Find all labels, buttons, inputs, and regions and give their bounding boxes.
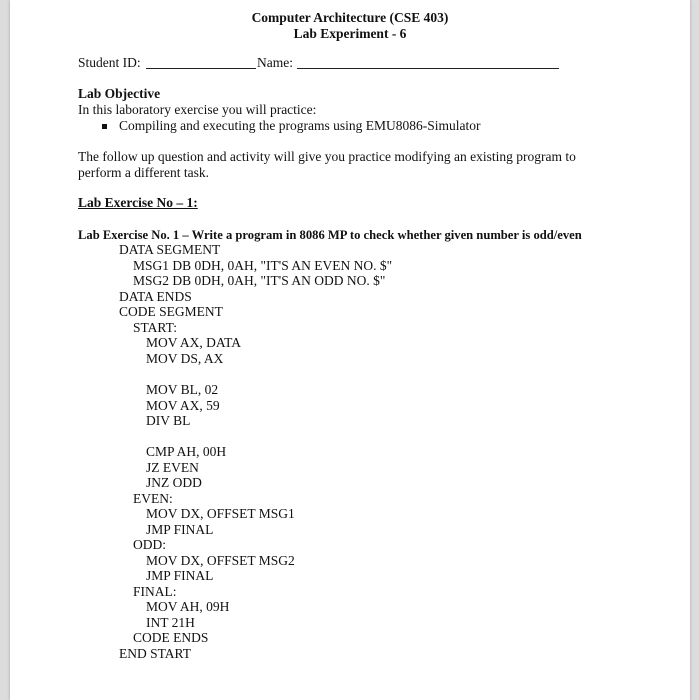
exercise-task-text: – Write a program in 8086 MP to check whether given number is odd/even	[179, 228, 582, 242]
exercise-heading: Lab Exercise No – 1:	[78, 195, 198, 210]
code-line: MOV DX, OFFSET MSG1	[146, 506, 295, 521]
code-line: START:	[133, 320, 177, 335]
code-line: EVEN:	[133, 491, 173, 506]
code-line: JNZ ODD	[146, 475, 202, 490]
code-line: MOV AH, 09H	[146, 599, 230, 614]
code-line: DIV BL	[146, 413, 191, 428]
code-line: FINAL:	[133, 584, 177, 599]
code-line: DATA ENDS	[119, 289, 192, 304]
code-line: MSG1 DB 0DH, 0AH, "IT'S AN EVEN NO. $"	[133, 258, 393, 273]
code-line: MOV DS, AX	[146, 351, 224, 366]
exercise-task-prefix: Lab Exercise No. 1	[78, 228, 180, 242]
document-page	[10, 0, 690, 700]
objective-intro: In this laboratory exercise you will practice:	[78, 102, 317, 117]
code-line: JZ EVEN	[146, 460, 199, 475]
objective-heading: Lab Objective	[78, 86, 161, 101]
followup-line-2: perform a different task.	[78, 165, 209, 180]
code-line: JMP FINAL	[146, 568, 214, 583]
code-line: MOV AX, 59	[146, 398, 220, 413]
code-line: INT 21H	[146, 615, 195, 630]
student-id-label: Student ID:	[78, 55, 141, 70]
code-line: ODD:	[133, 537, 166, 552]
code-line: CMP AH, 00H	[146, 444, 227, 459]
code-line: JMP FINAL	[146, 522, 214, 537]
student-id-line	[146, 68, 256, 69]
objective-bullet-1: Compiling and executing the programs using EMU8086-Simulator	[119, 118, 481, 133]
course-title: Computer Architecture (CSE 403)	[251, 10, 449, 25]
name-line	[297, 68, 559, 69]
code-line: END START	[119, 646, 191, 661]
code-line: CODE SEGMENT	[119, 304, 223, 319]
name-label: Name:	[257, 55, 293, 70]
code-line: MOV AX, DATA	[146, 335, 242, 350]
experiment-title: Lab Experiment - 6	[293, 26, 407, 41]
code-line: CODE ENDS	[133, 630, 209, 645]
exercise-task	[78, 227, 582, 243]
code-line: MOV DX, OFFSET MSG2	[146, 553, 295, 568]
code-line: MOV BL, 02	[146, 382, 219, 397]
code-line: DATA SEGMENT	[119, 242, 221, 257]
bullet-icon	[102, 124, 107, 129]
followup-line-1: The follow up question and activity will give you practice modifying an existing program to	[78, 149, 576, 164]
code-line: MSG2 DB 0DH, 0AH, "IT'S AN ODD NO. $"	[133, 273, 386, 288]
